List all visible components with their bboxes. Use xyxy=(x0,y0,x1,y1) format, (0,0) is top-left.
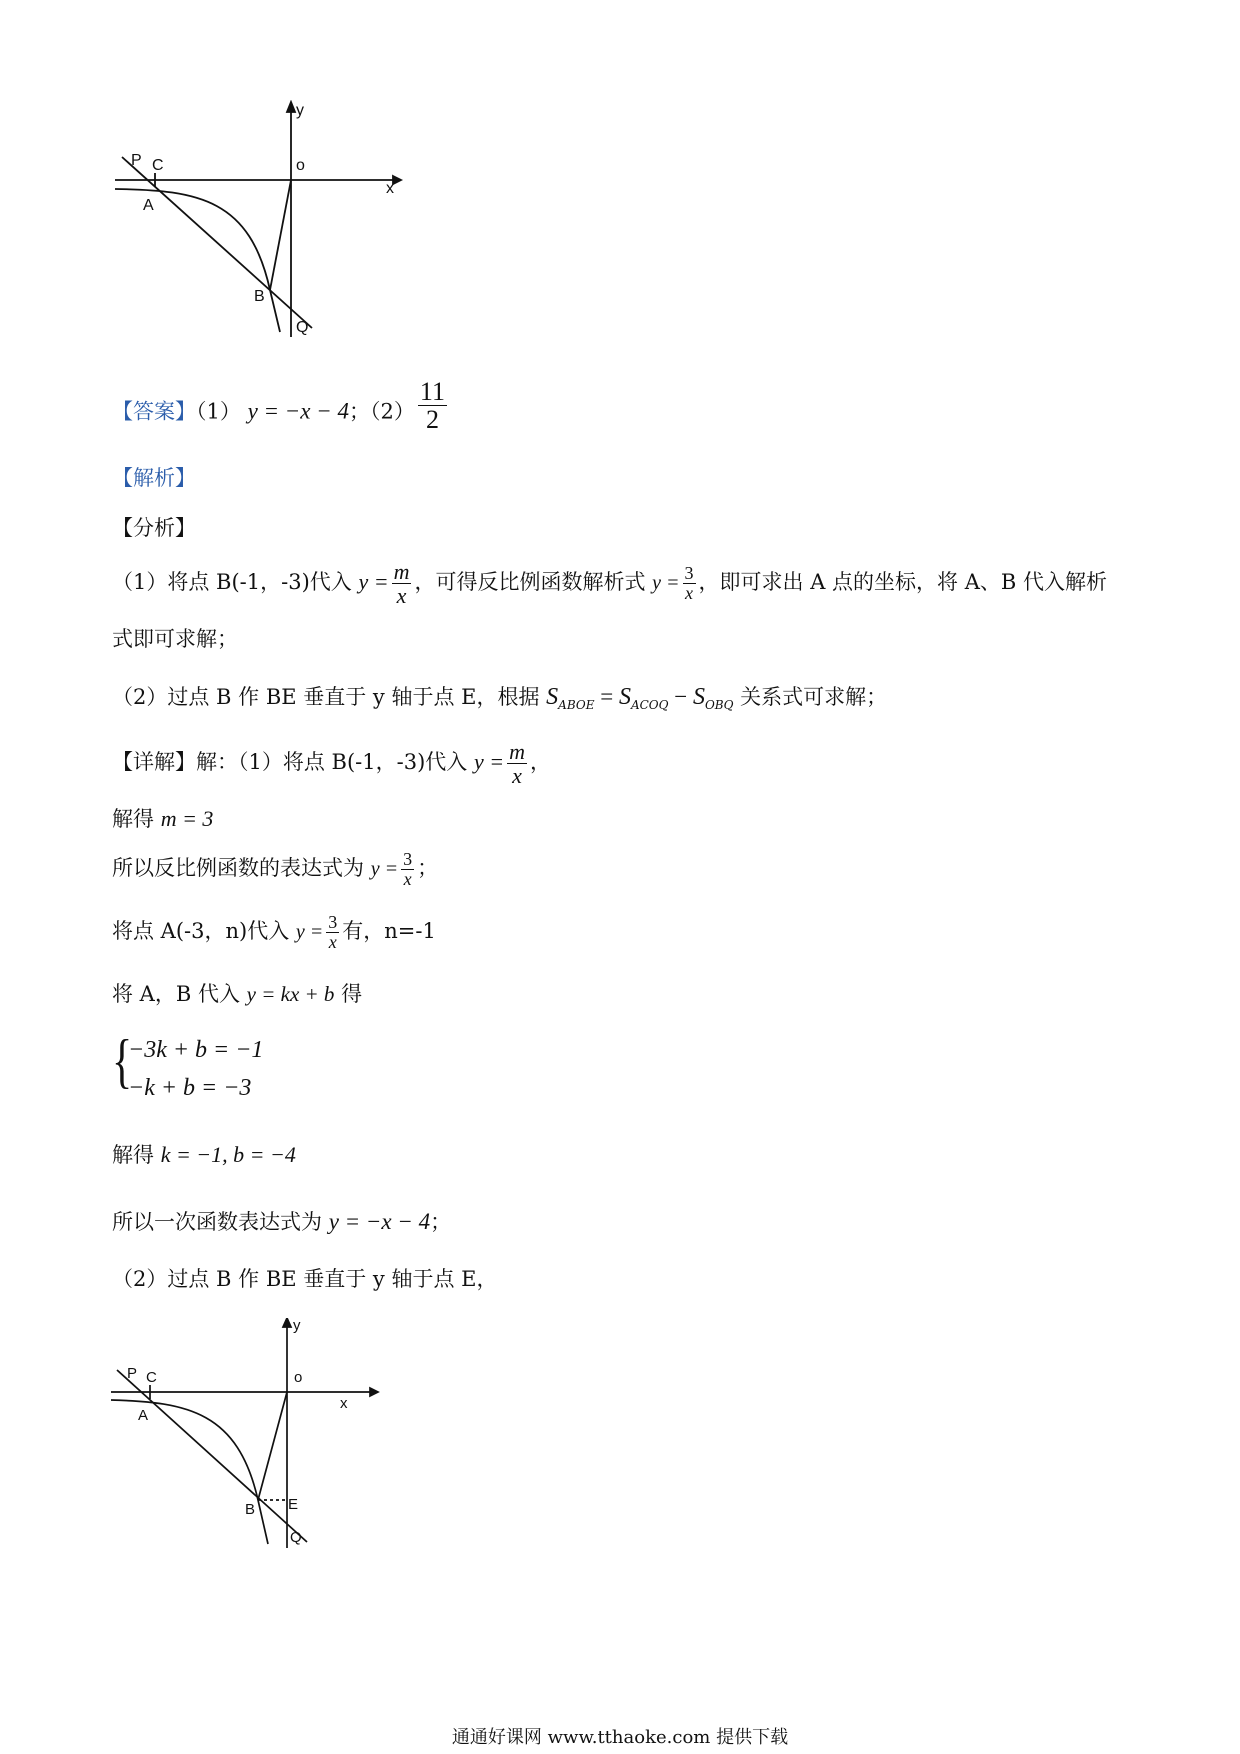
answer-fraction xyxy=(418,378,447,434)
analysis-1-line-1 xyxy=(112,560,1107,607)
y-axis-arrow xyxy=(287,102,295,112)
segment-ob xyxy=(258,1392,287,1500)
label-p: P xyxy=(131,152,142,169)
analysis-1-text-c: ，即可求出 A 点的坐标，将 A、B 代入解析 xyxy=(698,570,1107,595)
detail-line-3 xyxy=(112,850,438,889)
detail-l4a: 将点 A(-3，n)代入 xyxy=(112,918,296,943)
detail-line-8: （2）过点 B 作 BE 垂直于 y 轴于点 E， xyxy=(112,1267,498,1291)
segment-ob xyxy=(270,180,291,290)
detail-l4-frac xyxy=(326,913,339,952)
area-sub-2: ACOQ xyxy=(630,698,669,713)
line-pq xyxy=(122,157,312,328)
label-o: o xyxy=(294,1369,303,1386)
answer-line xyxy=(112,377,450,435)
answer-expr1: y = −x − 4 xyxy=(247,398,350,424)
label-x: x xyxy=(386,180,394,197)
detail-l6b: k = −1, b = −4 xyxy=(160,1142,296,1167)
answer-label: 【答案】 xyxy=(112,399,196,424)
detail-line-6 xyxy=(112,1143,296,1167)
analysis-1-frac-mx xyxy=(392,560,412,607)
frac-num-3: 3 xyxy=(684,563,694,584)
detail-line-1 xyxy=(112,740,551,787)
label-y: y xyxy=(293,1318,301,1334)
answer-frac-den: 2 xyxy=(418,405,447,433)
label-o: o xyxy=(296,157,305,174)
fenxi-label: 【分析】 xyxy=(112,516,196,540)
answer-sep: ；（2） xyxy=(349,399,415,424)
detail-line-2 xyxy=(112,807,213,831)
detail-l3-end: ； xyxy=(417,855,439,880)
analysis-2-line xyxy=(112,684,887,712)
detail-line-7 xyxy=(112,1209,451,1234)
area-sub-3: OBQ xyxy=(704,698,734,713)
detail-l5b: y = kx + b xyxy=(246,982,335,1006)
frac-den-x: x xyxy=(396,583,407,609)
label-q: Q xyxy=(290,1529,302,1546)
system-brace: { xyxy=(112,1028,133,1094)
detail-frac-num-m: m xyxy=(509,739,525,764)
analysis-1-line-2: 式即可求解； xyxy=(112,627,238,651)
x-axis-arrow xyxy=(393,176,401,184)
detail-l4-yeq: y = xyxy=(295,920,324,943)
detail-l3-frac-num: 3 xyxy=(403,849,413,869)
detail-l3: 所以反比例函数的表达式为 xyxy=(112,855,371,880)
footer-text: 通通好课网 www.tthaoke.com 提供下载 xyxy=(451,1727,789,1748)
detail-l5c: 得 xyxy=(334,982,363,1006)
label-q: Q xyxy=(296,319,309,336)
line-pq xyxy=(117,1370,307,1542)
analysis-2-minus: − xyxy=(668,684,693,709)
area-s-2: S xyxy=(618,684,631,710)
area-sub-1: ABOE xyxy=(558,698,595,713)
answer-frac-num: 11 xyxy=(419,377,445,406)
label-b: B xyxy=(245,1501,256,1518)
label-a: A xyxy=(138,1407,149,1424)
detail-l3-frac xyxy=(401,850,414,889)
detail-l3-yeq: y = xyxy=(370,857,399,880)
analysis-1-frac-3x xyxy=(683,564,696,603)
detail-l7c: ； xyxy=(430,1210,452,1234)
label-c: C xyxy=(152,157,164,174)
area-s-3: S xyxy=(692,684,705,710)
answer-part1: （1） xyxy=(196,399,241,424)
area-s-1: S xyxy=(546,684,559,710)
label-y: y xyxy=(296,102,304,119)
detail-l2a: 解得 xyxy=(112,807,161,831)
detail-l1-end: ， xyxy=(529,750,551,775)
detail-line-4 xyxy=(112,913,436,952)
jiexi-label: 【解析】 xyxy=(112,466,196,490)
figure-2 xyxy=(108,1318,408,1558)
frac-num-m: m xyxy=(393,559,410,584)
detail-l4-frac-num: 3 xyxy=(328,912,338,932)
analysis-1-yeq-2: y = xyxy=(652,572,680,595)
system-eq-1: −3k + b = −1 xyxy=(128,1037,264,1063)
system-eq-2: −k + b = −3 xyxy=(128,1075,252,1101)
detail-l4b: 有，n=-1 xyxy=(342,918,436,943)
label-p: P xyxy=(127,1365,138,1382)
detail-l3-frac-den: x xyxy=(403,868,412,889)
y-axis-arrow xyxy=(283,1318,291,1327)
label-b: B xyxy=(254,288,265,305)
label-c: C xyxy=(146,1369,157,1386)
detail-l1-yeq: y = xyxy=(473,749,505,775)
detail-l6a: 解得 xyxy=(112,1143,161,1167)
detail-l2b: m = 3 xyxy=(160,806,214,831)
frac-den-x-2: x xyxy=(685,583,694,604)
detail-l7b: y = −x − 4 xyxy=(328,1209,431,1234)
detail-l7a: 所以一次函数表达式为 xyxy=(112,1210,329,1234)
hyperbola-branch xyxy=(111,1400,268,1544)
detail-label: 【详解】 xyxy=(112,750,196,775)
detail-l5a: 将 A，B 代入 xyxy=(112,982,247,1006)
detail-l1: 解：（1）将点 B(-1，-3)代入 xyxy=(196,750,474,775)
detail-l4-frac-den: x xyxy=(328,931,337,952)
label-x: x xyxy=(340,1395,348,1412)
figure-1 xyxy=(110,100,450,380)
analysis-2-eq: = xyxy=(594,684,619,709)
x-axis-arrow xyxy=(370,1388,378,1396)
label-a: A xyxy=(143,197,154,214)
analysis-1-text-b: ，可得反比例函数解析式 xyxy=(414,570,653,595)
detail-frac-mx xyxy=(507,740,527,787)
detail-line-5 xyxy=(112,983,362,1006)
analysis-2-text-a: （2）过点 B 作 BE 垂直于 y 轴于点 E，根据 xyxy=(112,685,547,709)
analysis-1-text-a: （1）将点 B(-1，-3)代入 xyxy=(112,570,359,595)
label-e: E xyxy=(288,1496,299,1513)
detail-frac-den-x: x xyxy=(512,763,522,789)
analysis-1-yeq: y = xyxy=(358,569,389,595)
analysis-2-text-b: 关系式可求解； xyxy=(733,685,888,709)
hyperbola-branch xyxy=(115,189,280,332)
